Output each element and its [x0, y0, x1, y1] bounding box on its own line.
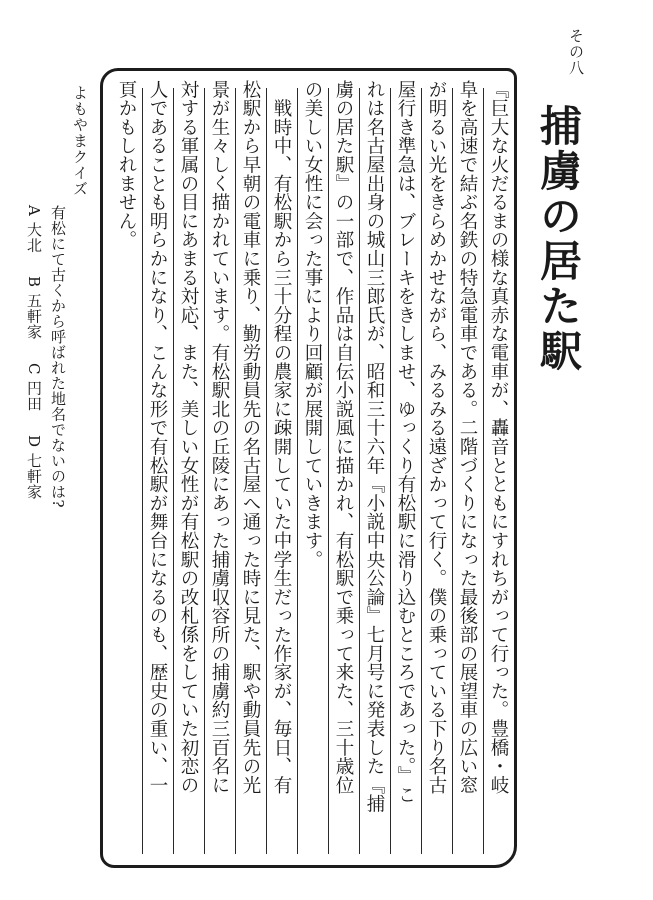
body-column: 戦時中、有松駅から三十分程の農家に疎開していた中学生だった作家が、毎日、有: [271, 80, 292, 795]
quiz-question: 有松にて古くから呼ばれた地名でないのは?: [49, 205, 67, 509]
quiz-option-a: A 大北: [25, 205, 43, 253]
column-rule: [483, 88, 484, 854]
quiz-option-b: B 五軒家: [25, 276, 43, 340]
column-rule: [359, 88, 360, 854]
column-rule: [204, 88, 205, 854]
quiz-box: [18, 85, 90, 545]
column-rule: [142, 88, 143, 854]
column-rule: [297, 88, 298, 854]
body-column: 景が生々しく描かれています。有松駅北の丘陵にあった捕虜収容所の捕虜約三百名に: [209, 80, 230, 795]
body-column: 『巨大な火だるまの様な真赤な電車が、轟音とともにすれちがって行った。豊橋・岐: [488, 80, 509, 795]
column-rule: [266, 88, 267, 854]
body-column: の美しい女性に会った事により回顧が展開していきます。: [302, 80, 323, 569]
body-column: 虜の居た駅』の一部で、作品は自伝小説風に描かれ、有松駅で乗って来た、三十歳位: [333, 80, 354, 795]
quiz-option-c: C 円田: [25, 362, 43, 412]
body-column: れは名古屋出身の城山三郎氏が、昭和三十六年『小説中央公論』七月号に発表した『捕: [364, 80, 385, 814]
body-column: 阜を高速で結ぶ名鉄の特急電車である。二階づくりになった最後部の展望車の広い窓: [457, 80, 478, 795]
body-text: [108, 80, 512, 860]
body-column: 対する軍属の目にあまる対応、また、美しい女性が有松駅の改札係をしていた初恋の: [178, 80, 199, 795]
column-rule: [173, 88, 174, 854]
quiz-options: [24, 205, 45, 507]
page-title: 捕虜の居た駅: [534, 104, 583, 374]
column-rule: [452, 88, 453, 854]
chapter-label: その八: [567, 28, 585, 76]
body-column: 頁かもしれません。: [116, 80, 137, 250]
body-column: 松駅から早朝の電車に乗り、勤労動員先の名古屋へ通った時に見た、駅や動員先の光: [240, 80, 261, 795]
column-rule: [390, 88, 391, 854]
body-column: が明るい光をきらめかせながら、みるみる遠ざかって行く。僕の乗っている下り名古: [426, 80, 447, 795]
column-rule: [328, 88, 329, 854]
column-rule: [235, 88, 236, 854]
column-rule: [421, 88, 422, 854]
body-column: 人であることも明らかになり、こんな形で有松駅が舞台になるのも、歴史の重い、一: [147, 80, 168, 795]
body-column: 屋行き準急は、ブレーキをきしませ、ゆっくり有松駅に滑り込むところであった。』こ: [395, 80, 416, 804]
quiz-heading: よもやまクイズ: [71, 85, 89, 197]
quiz-option-d: D 七軒家: [25, 434, 43, 499]
